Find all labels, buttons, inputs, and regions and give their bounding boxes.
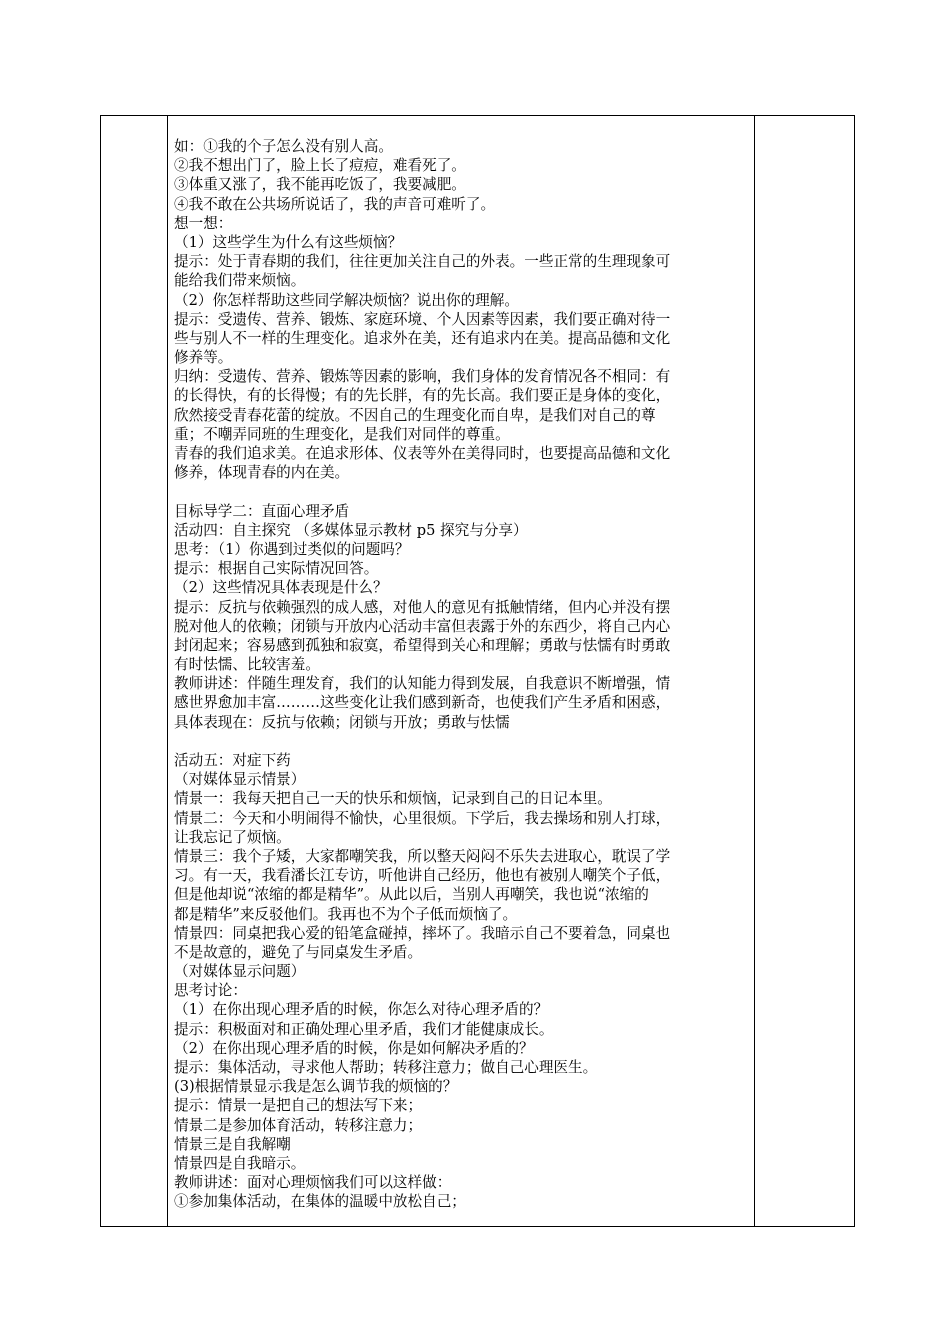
text-line: 情景一：我每天把自己一天的快乐和烦恼，记录到自己的日记本里。: [174, 790, 612, 808]
text-line: 青春的我们追求美。在追求形体、仪表等外在美得同时，也要提高品德和文化: [174, 445, 671, 462]
text-line: 情景四是自我暗示。: [174, 1154, 306, 1172]
text-line: 教师讲述：伴随生理发育，我们的认知能力得到发展，自我意识不断增强，情: [174, 675, 671, 693]
text-line: 让我忘记了烦恼。: [174, 828, 291, 846]
text-line: 提示：根据自己实际情况回答。: [174, 560, 379, 578]
text-line: 目标导学二：直面心理矛盾: [174, 502, 350, 520]
text-line: (3)根据情景显示我是怎么调节我的烦恼的？: [174, 1078, 458, 1096]
text-line: 习。有一天，我看潘长江专访，听他讲自己经历，他也有被别人嘲笑个子低，: [174, 867, 671, 885]
text-line: 提示：受遗传、营养、锻炼、家庭环境、个人因素等因素，我们要正确对待一: [174, 310, 671, 328]
table-column-divider-left: [167, 116, 168, 1226]
text-line: ②我不想出门了，脸上长了痘痘，难看死了。: [174, 157, 466, 175]
text-line: 提示：处于青春期的我们，往往更加关注自己的外表。一些正常的生理现象可: [174, 253, 671, 271]
text-line: 重；不嘲弄同班的生理变化，是我们对同伴的尊重。: [174, 425, 510, 443]
text-line: 如：①我的个子怎么没有别人高。: [174, 138, 393, 155]
text-line: （2）你怎样帮助这些同学解决烦恼？说出你的理解。: [174, 291, 519, 309]
lesson-content-cell: [174, 137, 752, 1212]
text-line: 活动四：自主探究 （多媒体显示教材 p5 探究与分享）: [174, 521, 528, 539]
text-line: 能给我们带来烦恼。: [174, 272, 306, 290]
text-line: ①参加集体活动，在集体的温暖中放松自己；: [174, 1193, 466, 1211]
blank-line: [174, 482, 752, 501]
text-line: （2）在你出现心理矛盾的时候，你是如何解决矛盾的？: [174, 1039, 534, 1057]
text-line: 提示：反抗与依赖强烈的成人感，对他人的意见有抵触情绪，但内心并没有摆: [174, 598, 671, 616]
text-line: （1）在你出现心理矛盾的时候，你怎么对待心理矛盾的？: [174, 1001, 549, 1019]
text-line: 感世界愈加丰富………这些变化让我们感到新奇，也使我们产生矛盾和困惑，: [174, 694, 671, 712]
text-line: 些与别人不一样的生理变化。追求外在美，还有追求内在美。提高品德和文化: [174, 329, 671, 347]
text-line: 具体表现在：反抗与依赖；闭锁与开放；勇敢与怯懦: [174, 713, 510, 731]
text-line: 欣然接受青春花蕾的绽放。不因自己的生理变化而自卑，是我们对自己的尊: [174, 406, 656, 424]
text-line: 提示：集体活动，寻求他人帮助；转移注意力；做自己心理医生。: [174, 1059, 598, 1076]
text-line: 情景二是参加体育活动，转移注意力；: [174, 1116, 423, 1134]
text-line: （对媒体显示情景）: [174, 771, 306, 789]
text-line: 不是故意的，避免了与同桌发生矛盾。: [174, 943, 423, 961]
text-line: 修养，体现青春的内在美。: [174, 464, 350, 482]
text-line: 提示：情景一是把自己的想法写下来；: [174, 1097, 423, 1115]
text-line: 提示：积极面对和正确处理心里矛盾，我们才能健康成长。: [174, 1020, 554, 1038]
text-line: 情景二：今天和小明闹得不愉快，心里很烦。下学后，我去操场和别人打球，: [174, 809, 671, 827]
text-line: 教师讲述：面对心理烦恼我们可以这样做：: [174, 1174, 452, 1192]
text-line: 情景四：同桌把我心爱的铅笔盒碰掉，摔坏了。我暗示自己不要着急，同桌也: [174, 924, 671, 942]
text-line: 的长得快，有的长得慢；有的先长胖，有的先长高。我们要正是身体的变化，: [174, 387, 671, 405]
text-line: 有时怯懦、比较害羞。: [174, 656, 320, 674]
text-line: （对媒体显示问题）: [174, 963, 306, 981]
text-line: 封闭起来；容易感到孤独和寂寞，希望得到关心和理解；勇敢与怯懦有时勇敢: [174, 636, 671, 654]
text-line: 都是精华”来反驳他们。我再也不为个子低而烦恼了。: [174, 905, 518, 923]
blank-line: [174, 732, 752, 751]
text-line: 归纳：受遗传、营养、锻炼等因素的影响，我们身体的发育情况各不相同：有: [174, 368, 671, 386]
text-line: ③体重又涨了，我不能再吃饭了，我要减肥。: [174, 176, 466, 194]
text-line: 脱对他人的依赖；闭锁与开放内心活动丰富但表露于外的东西少，将自己内心: [174, 617, 671, 635]
table-column-divider-right: [754, 116, 755, 1226]
text-line: 想一想：: [174, 214, 233, 232]
text-line: 情景三是自我解嘲: [174, 1135, 291, 1153]
text-line: 思考：（1）你遇到过类似的问题吗？: [174, 540, 410, 558]
text-line: 思考讨论：: [174, 982, 247, 1000]
text-line: 活动五：对症下药: [174, 752, 291, 769]
text-line: （1）这些学生为什么有这些烦恼？: [174, 233, 403, 251]
text-line: （2）这些情况具体表现是什么？: [174, 579, 388, 597]
text-line: 修养等。: [174, 349, 233, 367]
text-line: 但是他却说“浓缩的都是精华”。从此以后，当别人再嘲笑，我也说“浓缩的: [174, 886, 649, 904]
text-line: ④我不敢在公共场所说话了，我的声音可难听了。: [174, 195, 496, 213]
lesson-plan-table: [100, 115, 855, 1227]
text-line: 情景三：我个子矮，大家都嘲笑我，所以整天闷闷不乐失去进取心，耽误了学: [174, 847, 671, 865]
